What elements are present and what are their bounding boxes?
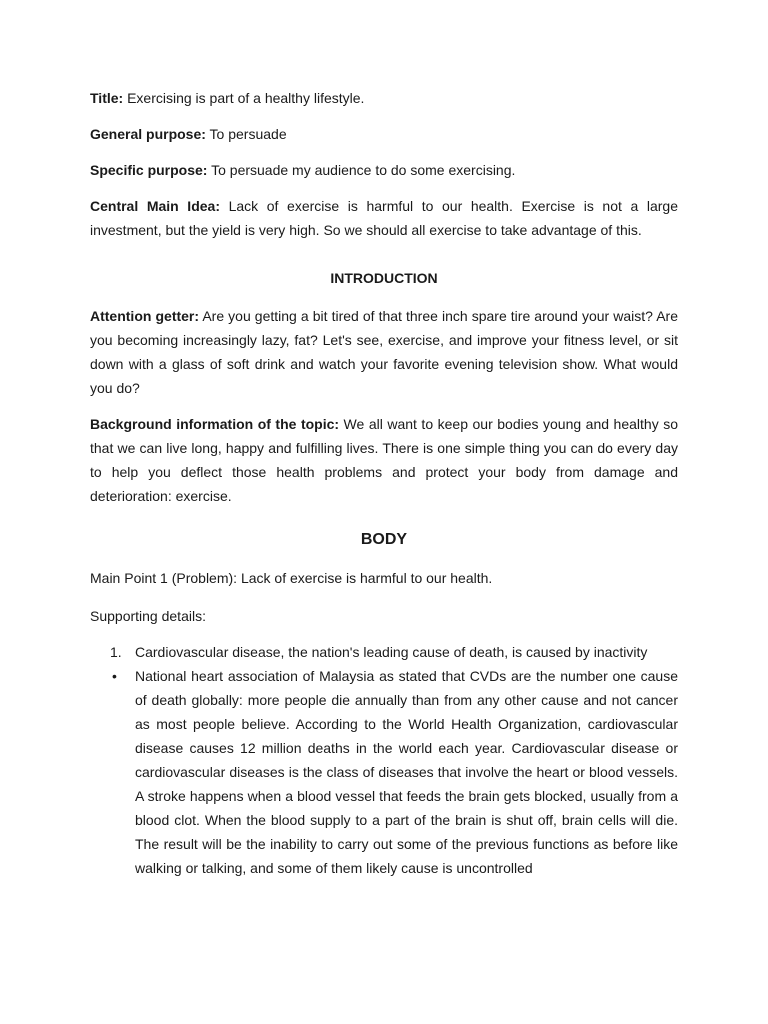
attention-getter-paragraph: [90, 304, 678, 400]
attention-getter-text: Are you getting a bit tired of that three inch spare tire around your waist? Are you becoming increasingly lazy, fat? Let's see, exercise, and improve your fitness level, or sit down with a glass of soft drink and watch your favorite evening television show. What would you do?: [90, 308, 678, 396]
attention-getter-label: Attention getter:: [90, 308, 200, 324]
supporting-details-line: Supporting details:: [90, 608, 206, 624]
bullet-item-text: National heart association of Malaysia as stated that CVDs are the number one cause of death globally: more people die annually than from any other cause and not cancer as most people believe. According to the World Health Organization, cardiovascular disease causes 12 million deaths in the world each year. Cardiovascular disease or cardiovascular diseases is the class of diseases that involve the heart or blood vessels. A stroke happens when a blood vessel that feeds the brain gets blocked, usually from a blood clot. When the blood supply to a part of the brain is shut off, brain cells will die. The result will be the inability to carry out some of the previous functions as before like walking or talking, and some of them likely cause is uncontrolled: [135, 668, 678, 876]
specific-purpose-line: [90, 158, 678, 182]
document-content: [90, 86, 678, 880]
title-text: Exercising is part of a healthy lifestyle.: [123, 90, 365, 106]
central-idea-label: Central Main Idea:: [90, 198, 220, 214]
specific-purpose-text: To persuade my audience to do some exercising.: [207, 162, 516, 178]
body-heading: BODY: [360, 531, 408, 548]
list-item-text: Cardiovascular disease, the nation's leading cause of death, is caused by inactivity: [135, 644, 648, 660]
numbered-list-item: [90, 640, 678, 664]
title-line: [90, 86, 678, 110]
list-number: 1.: [110, 644, 122, 660]
general-purpose-text: To persuade: [205, 126, 287, 142]
background-label: Background information of the topic:: [90, 416, 340, 432]
central-idea-paragraph: [90, 194, 678, 242]
main-point-line: Main Point 1 (Problem): Lack of exercise is harmful to our health.: [90, 570, 493, 586]
bullet-list-item: [90, 664, 678, 880]
general-purpose-label: General purpose:: [90, 126, 206, 142]
specific-purpose-label: Specific purpose:: [90, 162, 208, 178]
general-purpose-line: [90, 122, 678, 146]
central-idea-text: Lack of exercise is harmful to our health. Exercise is not a large investment, but the yield is very high. So we should all exercise to take advantage of this.: [90, 198, 678, 238]
background-paragraph: [90, 412, 678, 508]
title-label: Title:: [90, 90, 124, 106]
supporting-details-list: [90, 640, 678, 880]
background-text: We all want to keep our bodies young and healthy so that we can live long, happy and fulfilling lives. There is one simple thing you can do every day to help you deflect those health problems and protect your body from damage and deterioration: exercise.: [90, 416, 678, 504]
bullet-icon: •: [112, 668, 117, 684]
introduction-heading: INTRODUCTION: [330, 270, 438, 286]
